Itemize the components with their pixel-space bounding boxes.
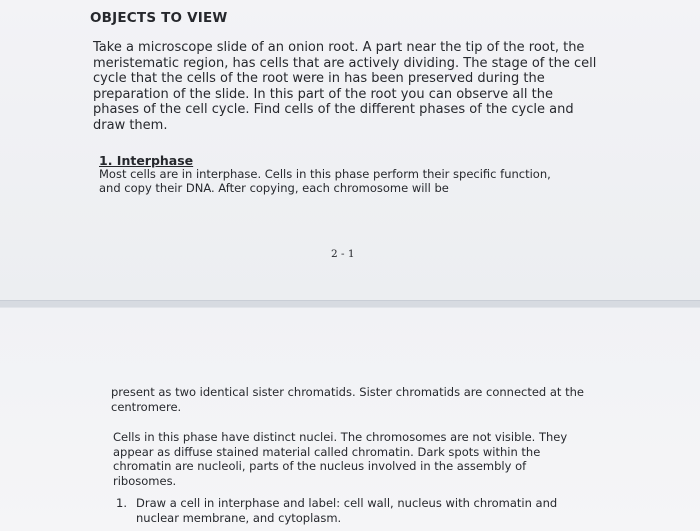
interphase-title: 1. Interphase — [99, 153, 194, 168]
task-number: 1. — [116, 496, 127, 510]
task-list — [116, 496, 596, 525]
interphase-text-3: Cells in this phase have distinct nuclei. The chromosomes are not visible. They appear as diffuse stained material called chromatin. Dark spots within the chromatin are nucleoli, parts of the nucleus involved in the assembly of ribosomes. — [113, 430, 568, 488]
page-number: 2 - 1 — [331, 248, 355, 260]
task-item — [116, 496, 596, 525]
section-heading: OBJECTS TO VIEW — [90, 10, 228, 26]
interphase-text-1: Most cells are in interphase. Cells in this phase perform their specific function, and copy their DNA. After copying, each chromosome will be — [99, 167, 551, 195]
interphase-text-2: present as two identical sister chromatids. Sister chromatids are connected at the centromere. — [111, 385, 584, 414]
task-text: Draw a cell in interphase and label: cell wall, nucleus with chromatin and nuclear membrane, and cytoplasm. — [136, 496, 558, 525]
page-break — [0, 300, 700, 308]
intro-paragraph: Take a microscope slide of an onion root. A part near the tip of the root, the meristematic region, has cells that are actively dividing. The stage of the cell cycle that the cells of the root were in has been preserved during the preparation of the slide. In this part of the root you can observe all the phases of the cell cycle. Find cells of the different phases of the cycle and draw them. — [93, 40, 597, 133]
